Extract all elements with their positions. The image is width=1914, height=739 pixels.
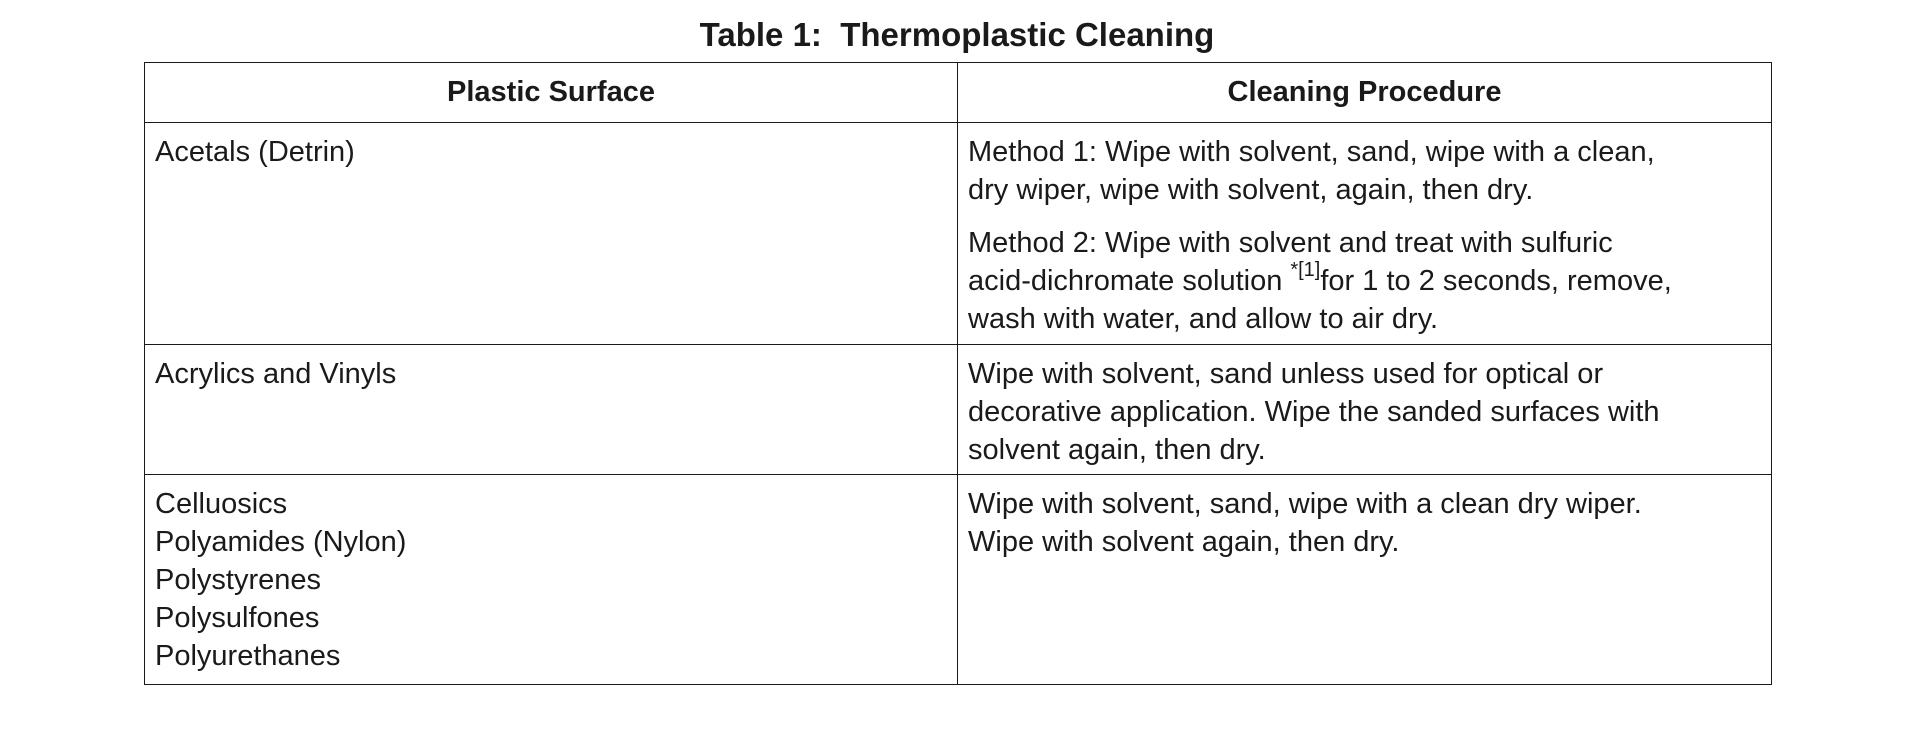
thermoplastic-cleaning-table [144,62,1772,685]
procedure-line: Wipe with solvent, sand, wipe with a clean dry wiper. [968,488,1642,520]
column-header-plastic-surface: Plastic Surface [145,63,958,123]
footnote-reference: *[1] [1290,259,1321,281]
column-header-cleaning-procedure: Cleaning Procedure [958,63,1772,123]
method-2-paragraph [968,224,1761,338]
surface-name: Polystyrenes [155,564,322,596]
table-caption: Table 1: Thermoplastic Cleaning [699,16,1215,53]
table-row [145,345,1772,475]
procedure-line: decorative application. Wipe the sanded surfaces with [968,396,1660,428]
procedure-text: for 1 to 2 seconds, remove, [1320,265,1672,297]
procedure-line: Method 1: Wipe with solvent, sand, wipe with a clean, [968,136,1655,168]
procedure-line: wash with water, and allow to air dry. [968,303,1439,335]
cleaning-procedure-cell [958,475,1772,685]
cleaning-procedure-cell [958,123,1772,345]
procedure-line: Wipe with solvent, sand unless used for optical or [968,358,1604,390]
procedure-line: Wipe with solvent again, then dry. [968,526,1400,558]
procedure-line: solvent again, then dry. [968,434,1266,466]
table-row [145,123,1772,345]
method-1-paragraph [968,133,1761,209]
surface-name: Acetals (Detrin) [155,136,355,168]
procedure-text: acid-dichromate solution [968,265,1283,297]
surface-name: Celluosics [155,488,288,520]
table-row [145,475,1772,685]
cleaning-procedure-cell [958,345,1772,475]
surface-name: Acrylics and Vinyls [155,358,397,390]
surface-name: Polyamides (Nylon) [155,526,407,558]
table-header-row [145,63,1772,123]
plastic-surface-cell [145,123,958,345]
surface-name: Polysulfones [155,602,320,634]
plastic-surface-cell [145,475,958,685]
procedure-line-with-footnote [968,259,1761,300]
plastic-surface-cell [145,345,958,475]
surface-name: Polyurethanes [155,640,341,672]
procedure-line: Method 2: Wipe with solvent and treat with sulfuric [968,227,1613,259]
procedure-line: dry wiper, wipe with solvent, again, then dry. [968,174,1534,206]
